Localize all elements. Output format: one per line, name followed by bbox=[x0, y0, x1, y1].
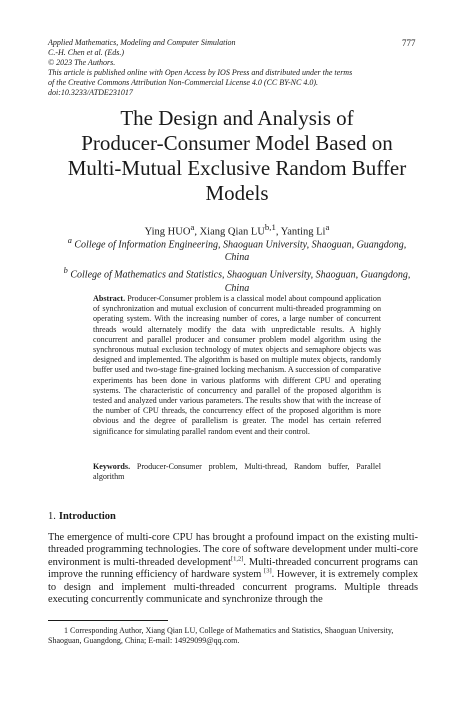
section-title: Introduction bbox=[58, 511, 116, 522]
publication-header bbox=[48, 38, 428, 98]
footnote-divider bbox=[48, 620, 168, 621]
footnote bbox=[48, 626, 418, 646]
affiliation-mark: b bbox=[63, 266, 68, 276]
abstract bbox=[93, 294, 381, 437]
affiliations bbox=[40, 234, 434, 295]
body-paragraph bbox=[48, 532, 418, 606]
header-journal: Applied Mathematics, Modeling and Computer Simulation bbox=[48, 38, 236, 47]
header-license-line1: This article is published online with Open Access by IOS Press and distributed under the terms bbox=[48, 68, 353, 77]
affiliation-mark: a bbox=[67, 236, 72, 245]
header-editors: C.-H. Chen et al. (Eds.) bbox=[48, 48, 124, 57]
author-affil-mark: a bbox=[325, 222, 330, 232]
author-affil-mark: a bbox=[190, 222, 195, 232]
author-separator: , bbox=[194, 226, 200, 238]
keywords bbox=[93, 462, 381, 482]
page-number: 777 bbox=[402, 38, 416, 48]
affiliation-text: College of Information Engineering, Shaoguan University, Shaoguan, Guangdong, bbox=[71, 239, 407, 251]
author-name: Yanting Li bbox=[280, 226, 326, 238]
header-doi: doi:10.3233/ATDE231017 bbox=[48, 88, 133, 97]
body-text-segment: . However, it is extremely complex to design and implement multi-threaded concurrent programs. Multiple threads executing concurrently communicate and synchronize through the bbox=[48, 569, 419, 606]
footnote-line: Shaoguan, Guangdong, China; E-mail: 14929099@qq.com. bbox=[48, 636, 240, 646]
author-name: Ying HUO bbox=[144, 226, 191, 238]
title-line: Producer-Consumer Model Based on bbox=[81, 131, 393, 155]
author-affil-mark: b,1 bbox=[264, 222, 276, 232]
author-separator: , bbox=[275, 226, 281, 238]
affiliation-b-country: China bbox=[224, 282, 250, 294]
header-copyright: © 2023 The Authors. bbox=[48, 58, 116, 67]
author-name: Xiang Qian LU bbox=[199, 226, 265, 238]
section-heading bbox=[48, 511, 116, 522]
keywords-text: Producer-Consumer problem, Multi-thread, Random buffer, Parallel algorithm bbox=[93, 462, 381, 482]
citation: [3] bbox=[264, 567, 272, 575]
title-line: Multi-Mutual Exclusive Random Buffer bbox=[67, 156, 407, 180]
affiliation-a bbox=[40, 234, 434, 251]
affiliation-text: College of Mathematics and Statistics, Shaoguan University, Shaoguan, Guangdong, bbox=[67, 269, 411, 281]
title-line: Models bbox=[205, 181, 269, 205]
body-text-segment: . Multi-threaded concurrent programs can improve the running efficiency of hardware system bbox=[48, 556, 418, 581]
abstract-text: Producer-Consumer problem is a classical model about compound application of synchronization and mutual exclusion of concurrent multi-threaded programming on operating system. With the increasing number of cores, a large number of concurrent threads would alternately modify the data with unpredictable results. A highly concurrent and parallel producer and consumer problem model algorithm using the synchronous mutual exclusion technology of mutex objects and semaphore objects was designed and implemented. The algorithm is based on multiple mutex objects, randomly buffer used and two-stage fine-grained locking mechanism. A succession of comparative experiments has been done in various platforms with different CPU and operating systems. The characteristic of concurrency and parallel of the proposed algorithm is tested and analyzed under various parameters. The results show that with the increase of the number of CPU threads, the concurrency effect of the proposed algorithm is more obvious and the degree of parallelism is greater. The model has certain referred significance for simulating parallel random event and their control. bbox=[93, 294, 381, 436]
section-number: 1. bbox=[48, 511, 56, 522]
affiliation-a-country: China bbox=[224, 252, 250, 264]
footnote-line: 1 Corresponding Author, Xiang Qian LU, College of Mathematics and Statistics, Shaoguan University, bbox=[64, 626, 394, 635]
title-line: The Design and Analysis of bbox=[120, 106, 354, 130]
affiliation-b bbox=[40, 264, 434, 281]
body-text-segment: The emergence of multi-core CPU has brought a profound impact on the existing multi-threaded programming technologies. The core of software development under multi-core environment is multi-threaded development bbox=[48, 532, 418, 568]
header-license-line2: of the Creative Commons Attribution Non-Commercial License 4.0 (CC BY-NC 4.0). bbox=[48, 78, 318, 87]
abstract-label: Abstract. bbox=[93, 294, 126, 303]
paper-title bbox=[40, 106, 434, 206]
keywords-label: Keywords. bbox=[93, 462, 131, 471]
citation: [1,2] bbox=[230, 555, 244, 563]
